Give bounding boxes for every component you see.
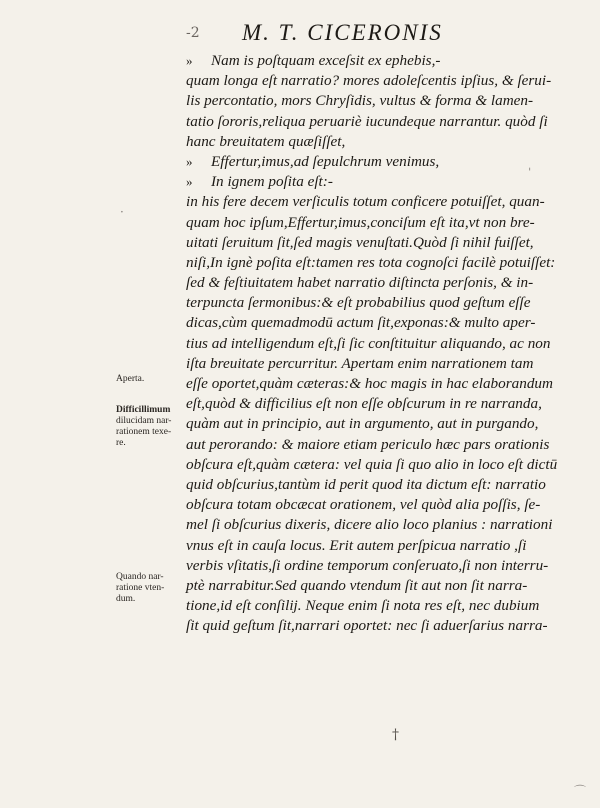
line-text: obſcura eſt,quàm cætera: vel quia ſi quo alio in loco eſt dictū: [186, 455, 558, 473]
text-line: [186, 455, 581, 475]
text-line: [186, 576, 581, 596]
quotation-mark: »: [186, 174, 193, 190]
text-line: [186, 596, 581, 616]
line-text: quàm aut in principio, aut in argumento, aut in purgando,: [186, 415, 539, 433]
margin-note-line: dilucidam nar-: [116, 416, 172, 426]
line-text: In ignem poſita eſt:-: [211, 173, 333, 191]
margin-note-line: Quando nar-: [116, 572, 164, 582]
line-text: mel ſi obſcurius dixeris, dicere alio loco planius : narrationi: [186, 516, 553, 534]
margin-note-aperta: [116, 374, 186, 385]
text-line: [186, 213, 581, 233]
line-text: tatio ſororis,reliqua peruariè iucundeque narrantur. quòd ſi: [186, 112, 548, 130]
footer-ornament: †: [392, 727, 399, 743]
line-text: quid obſcurius,tantùm id perit quod ita dictum eſt: narratio: [186, 475, 546, 493]
text-line: [186, 273, 581, 293]
line-text: tione,id eſt conſilij. Neque enim ſi nota res eſt, nec dubium: [186, 597, 540, 615]
line-text: aut perorando: & maiore etiam periculo hæc pars orationis: [186, 435, 550, 453]
text-line: [186, 435, 581, 455]
margin-mark: ·: [120, 205, 124, 219]
text-line: [186, 536, 581, 556]
margin-note-difficillimum: [116, 405, 186, 449]
margin-mark: ˈ: [528, 166, 532, 180]
line-text: iſta breuitate percurritur. Apertam enim narrationem tam: [186, 354, 534, 372]
text-line: [186, 515, 581, 535]
line-text: ſit quid geſtum ſit,narrari oportet: nec ſi aduerſarius narra-: [186, 617, 548, 635]
margin-note-line: re.: [116, 438, 126, 448]
line-text: uitati ſeruitum ſit,ſed magis venuſtati.Quòd ſi nihil fuiſſet,: [186, 233, 534, 251]
running-title: M. T. CICERONIS: [242, 20, 443, 45]
margin-note-line: rationem texe-: [116, 427, 172, 437]
margin-note-line: Difficillimum: [116, 405, 171, 415]
quotation-mark: »: [186, 53, 193, 68]
text-line: [186, 91, 581, 111]
text-line: [186, 51, 581, 71]
line-text: in his fere decem verſiculis totum conficere potuiſſet, quan-: [186, 193, 545, 211]
text-line: [186, 152, 581, 172]
line-text: Effertur,imus,ad ſepulchrum venimus,: [211, 152, 440, 170]
corner-mark: ⌒: [574, 784, 587, 798]
line-text: quam hoc ipſum,Effertur,imus,conciſum eſt ita,vt non bre-: [186, 213, 535, 231]
line-text: terpunctа ſermonibus:& eſt probabilius quod geſtum eſſe: [186, 294, 531, 312]
line-text: Nam is poſtquam exceſsit ex ephebis,-: [211, 52, 441, 69]
text-line: [186, 354, 581, 374]
text-line: [186, 334, 581, 354]
text-line: [186, 495, 581, 515]
text-line: [186, 414, 581, 434]
line-text: verbis vſitatis,ſi ordine temporum conſeruato,ſi non interru-: [186, 556, 549, 574]
margin-note-line: Aperta.: [116, 374, 145, 384]
body-text: [186, 51, 581, 636]
text-line: [186, 475, 581, 495]
text-line: [186, 192, 581, 212]
text-line: [186, 556, 581, 576]
line-text: ſed & feſtiuitatem habet narratio diſtincta perſonis, & in-: [186, 274, 534, 292]
line-text: lis percontatio, mors Chryſidis, vultus & forma & lamen-: [186, 92, 534, 110]
line-text: dicas,cùm quemadmodū actum ſit,exponas:& multo aper-: [186, 314, 536, 332]
text-line: [186, 374, 581, 394]
line-text: niſi,In ignè poſita eſt:tamen res tota cognoſci facilè potuiſſet:: [186, 253, 556, 271]
text-line: [186, 233, 581, 253]
text-line: [186, 394, 581, 414]
line-text: eſt,quòd & difficilius eſt non eſſe obſcurum in re narranda,: [186, 395, 542, 413]
margin-note-line: dum.: [116, 594, 136, 604]
line-text: tius ad intelligendum eſt,ſi ſic conſtituitur aliquando, ac non: [186, 334, 551, 352]
margin-note-quando: [116, 572, 186, 605]
line-text: obſcura totam obcæcat orationem, vel quòd alia poſſis, ſe-: [186, 496, 541, 514]
line-text: hanc breuitatem quæſiſſet,: [186, 132, 346, 150]
text-line: [186, 71, 581, 91]
text-line: [186, 616, 581, 636]
text-line: [186, 112, 581, 132]
text-line: [186, 132, 581, 152]
text-line: [186, 253, 581, 273]
text-line: [186, 293, 581, 313]
running-head: [0, 18, 600, 48]
line-text: ptè narrabitur.Sed quando vtendum ſit aut non ſit narra-: [186, 576, 528, 594]
quotation-mark: »: [186, 153, 193, 169]
line-text: quam longa eſt narratio? mores adoleſcentis ipſius, & ſerui-: [186, 72, 552, 90]
line-text: eſſe oportet,quàm cæteras:& hoc magis in hac elaborandum: [186, 375, 553, 392]
text-line: [186, 313, 581, 333]
margin-note-line: ratione vten-: [116, 583, 165, 593]
page-mark: -2: [186, 25, 200, 41]
line-text: vnus eſt in cauſa locus. Erit autem perſpicua narratio ,ſi: [186, 536, 527, 554]
text-line: [186, 172, 581, 192]
